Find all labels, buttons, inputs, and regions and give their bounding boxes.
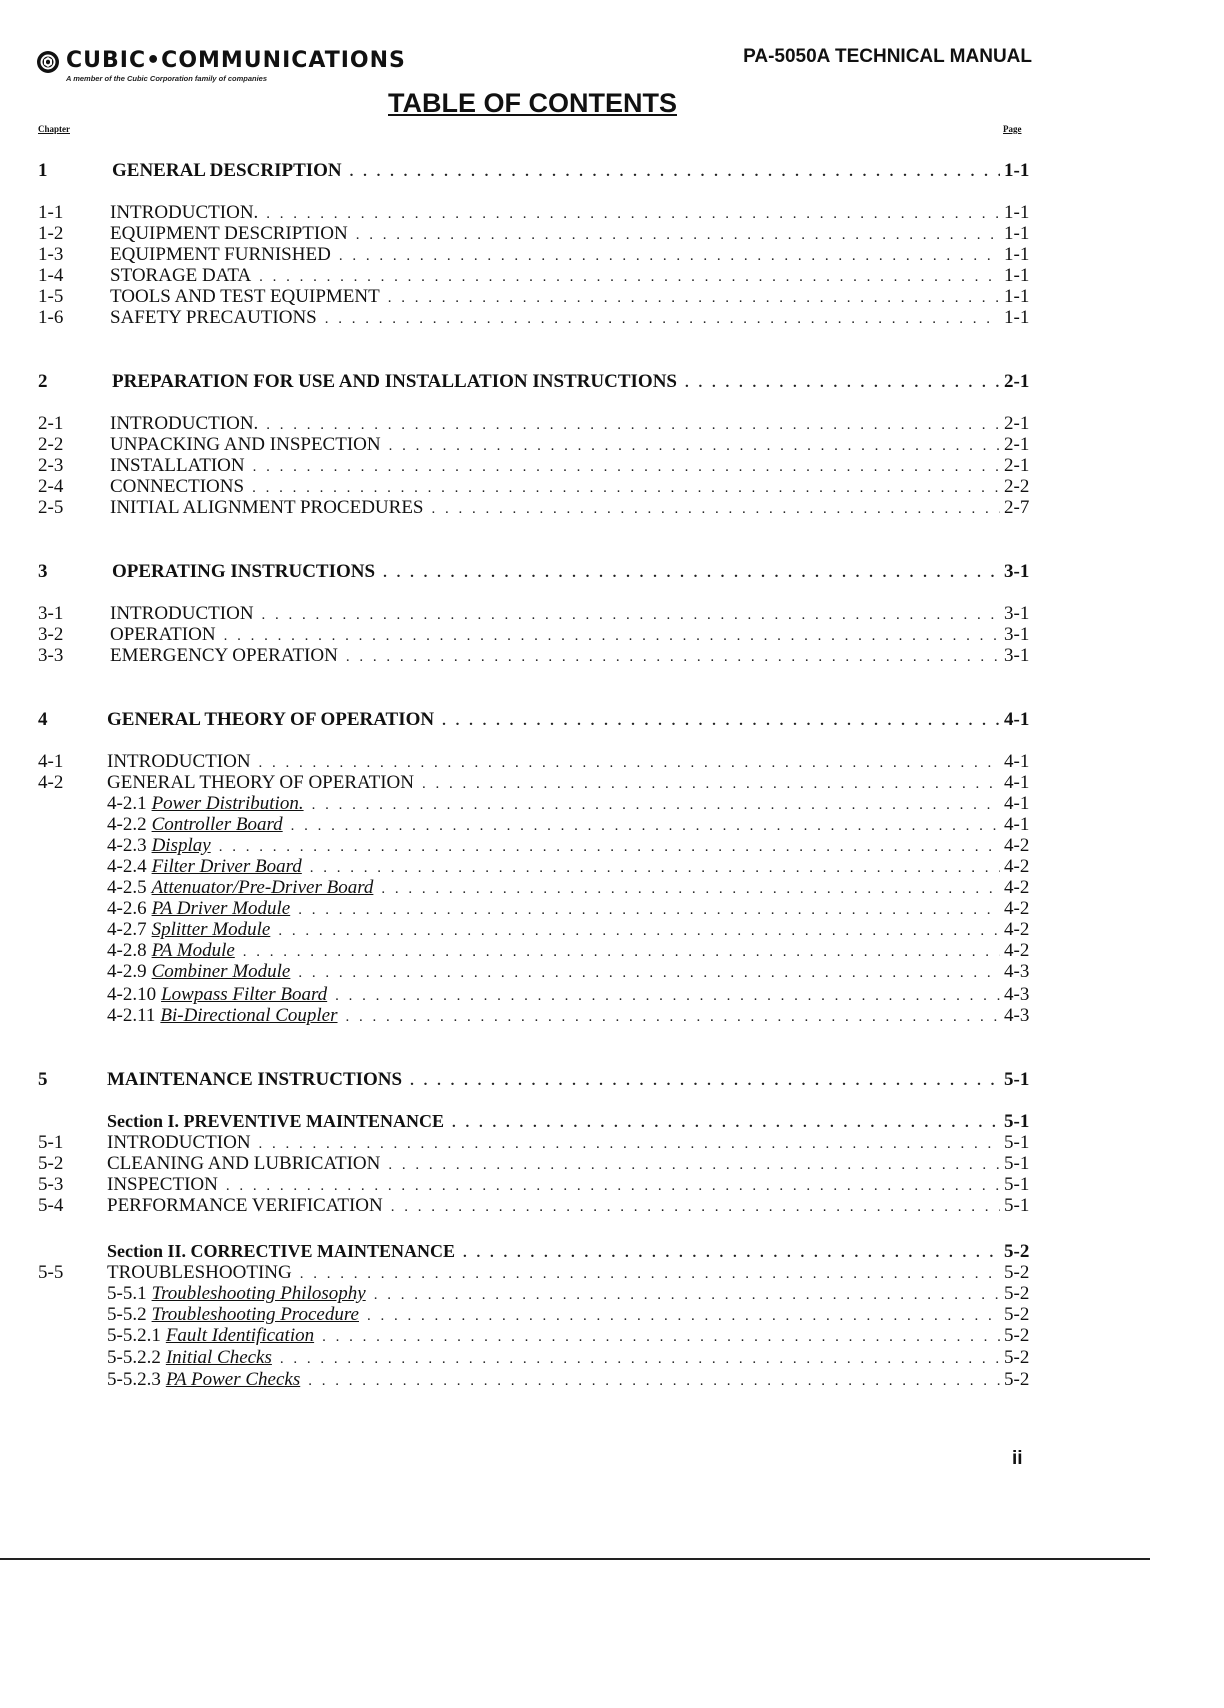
dot-leader: [252, 480, 1000, 497]
toc-entry-number: 5-2: [38, 1153, 64, 1174]
toc-entry-row[interactable]: [0, 1153, 1224, 1175]
toc-subsection-number: 5-5.2.2: [107, 1347, 161, 1368]
toc-entry: [107, 1325, 1004, 1347]
toc-entry-row[interactable]: [0, 961, 1224, 983]
toc-entry: [110, 413, 1004, 435]
toc-entry-page: 4-3: [1004, 1005, 1030, 1026]
toc-entry-number: 2-4: [38, 476, 64, 497]
toc-entry-page: 4-2: [1004, 940, 1030, 961]
toc-entry-page: 4-1: [1004, 709, 1030, 730]
chapter-column-header: Chapter: [38, 124, 70, 134]
dot-leader: [310, 860, 1000, 877]
toc-entry: [107, 856, 1004, 878]
toc-entry: [110, 244, 1004, 266]
toc-entry-number: 2-5: [38, 497, 64, 518]
toc-entry-title: PA Driver Module: [151, 898, 291, 919]
toc-subsection-number: 4-2.1: [107, 793, 147, 814]
toc-entry: [110, 455, 1004, 477]
toc-entry: [107, 793, 1004, 815]
toc-entry-page: 2-1: [1004, 455, 1030, 476]
toc-entry: [107, 1132, 1004, 1154]
toc-entry-page: 5-2: [1004, 1283, 1030, 1304]
toc-entry-title: Controller Board: [151, 814, 283, 835]
toc-entry-row[interactable]: [0, 1195, 1224, 1217]
toc-entry-row[interactable]: [0, 1325, 1224, 1347]
toc-entry-page: 4-2: [1004, 835, 1030, 856]
dot-leader: [391, 1199, 1000, 1216]
toc-entry-row[interactable]: [0, 1283, 1224, 1305]
toc-entry-title: OPERATION: [110, 624, 216, 645]
toc-entry-title: Lowpass Filter Board: [161, 984, 328, 1005]
toc-entry-title: Troubleshooting Philosophy: [151, 1283, 366, 1304]
toc-entry-page: 3-1: [1004, 645, 1030, 666]
dot-leader: [278, 923, 1000, 940]
dot-leader: [262, 607, 1000, 624]
toc-entry: [107, 1304, 1004, 1326]
dot-leader: [356, 227, 1000, 244]
toc-entry-title: GENERAL THEORY OF OPERATION: [107, 709, 435, 730]
toc-entry-title: INSTALLATION: [110, 455, 245, 476]
toc-entry-row[interactable]: [0, 307, 1224, 329]
toc-entry-title: EMERGENCY OPERATION: [110, 645, 338, 666]
dot-leader: [410, 1073, 1000, 1090]
toc-entry-title: INSPECTION: [107, 1174, 218, 1195]
toc-entry-title: Troubleshooting Procedure: [151, 1304, 359, 1325]
toc-entry: [107, 961, 1004, 983]
dot-leader: [322, 1329, 1000, 1346]
toc-entry-title: CLEANING AND LUBRICATION: [107, 1153, 381, 1174]
toc-entry-page: 1-1: [1004, 223, 1030, 244]
toc-entry-row[interactable]: [0, 497, 1224, 519]
toc-entry-title: EQUIPMENT DESCRIPTION: [110, 223, 348, 244]
dot-leader: [253, 459, 1000, 476]
toc-entry-number: 1: [38, 160, 48, 181]
toc-entry-title: Splitter Module: [151, 919, 271, 940]
toc-entry-page: 5-1: [1004, 1111, 1030, 1132]
toc-subsection-number: 4-2.6: [107, 898, 147, 919]
toc-entry-number: 3: [38, 561, 48, 582]
toc-entry-row[interactable]: [0, 898, 1224, 920]
toc-entry-row[interactable]: [0, 793, 1224, 815]
toc-entry-page: 5-2: [1004, 1304, 1030, 1325]
toc-entry-title: INTRODUCTION: [110, 603, 254, 624]
toc-entry: [107, 898, 1004, 920]
dot-leader: [346, 649, 1000, 666]
toc-entry: [112, 160, 1004, 182]
toc-entry-title: PREPARATION FOR USE AND INSTALLATION INSTRUCTIONS: [112, 371, 677, 392]
toc-subsection-number: 4-2.4: [107, 856, 147, 877]
toc-entry: [107, 984, 1004, 1006]
toc-subsection-number: 5-5.2.3: [107, 1369, 161, 1390]
dot-leader: [389, 438, 1000, 455]
toc-entry: [107, 1174, 1004, 1196]
toc-entry-number: 2-2: [38, 434, 64, 455]
toc-section-row[interactable]: [0, 1111, 1224, 1133]
toc-entry-row[interactable]: [0, 751, 1224, 773]
toc-entry-number: 5-1: [38, 1132, 64, 1153]
toc-entry-row[interactable]: [0, 624, 1224, 646]
toc-entry: [110, 307, 1004, 329]
toc-section-row[interactable]: [0, 1241, 1224, 1263]
toc-subsection-number: 4-2.10: [107, 984, 157, 1005]
toc-entry-row[interactable]: [0, 1174, 1224, 1196]
dot-leader: [463, 1245, 1000, 1262]
toc-entry: [110, 497, 1004, 519]
toc-entry-row[interactable]: [0, 244, 1224, 266]
toc-entry-page: 4-2: [1004, 898, 1030, 919]
toc-entry: [110, 434, 1004, 456]
toc-entry-title: TROUBLESHOOTING: [107, 1262, 292, 1283]
cubic-logo-icon: [36, 50, 60, 74]
toc-entry-number: 3-2: [38, 624, 64, 645]
toc-entry: [107, 1005, 1004, 1027]
toc-entry-number: 2: [38, 371, 48, 392]
toc-entry-row[interactable]: [0, 772, 1224, 794]
toc-entry: [107, 940, 1004, 962]
dot-leader: [452, 1115, 1000, 1132]
toc-entry-number: 1-6: [38, 307, 64, 328]
page-title: TABLE OF CONTENTS: [388, 88, 677, 118]
toc-entry-row[interactable]: [0, 1132, 1224, 1154]
toc-entry-title: INTRODUCTION: [107, 1132, 251, 1153]
toc-entry-title: GENERAL DESCRIPTION: [112, 160, 342, 181]
toc-entry: [110, 223, 1004, 245]
dot-leader: [224, 628, 1000, 645]
toc-entry-title: TOOLS AND TEST EQUIPMENT: [110, 286, 380, 307]
dot-leader: [383, 565, 1000, 582]
toc-entry: [107, 835, 1004, 857]
toc-entry: [112, 561, 1004, 583]
toc-entry-title: Initial Checks: [165, 1347, 272, 1368]
dot-leader: [339, 248, 1000, 265]
toc-entry-row[interactable]: [0, 814, 1224, 836]
toc-entry-page: 5-1: [1004, 1195, 1030, 1216]
toc-subsection-number: 4-2.3: [107, 835, 147, 856]
toc-subsection-number: 4-2.7: [107, 919, 147, 940]
toc-entry-number: 4: [38, 709, 48, 730]
toc-chapter-row[interactable]: [0, 371, 1224, 393]
toc-entry-page: 5-1: [1004, 1153, 1030, 1174]
toc-entry-row[interactable]: [0, 286, 1224, 308]
toc-entry: [110, 476, 1004, 498]
toc-entry-number: 2-3: [38, 455, 64, 476]
toc-entry-number: 2-1: [38, 413, 64, 434]
dot-leader: [266, 206, 1000, 223]
toc-entry-row[interactable]: [0, 645, 1224, 667]
page-number: ii: [1012, 1448, 1023, 1469]
dot-leader: [335, 988, 1000, 1005]
toc-entry-row[interactable]: [0, 223, 1224, 245]
bottom-rule: [0, 1558, 1150, 1560]
toc-chapter-row[interactable]: [0, 160, 1224, 182]
toc-entry-page: 4-1: [1004, 793, 1030, 814]
toc-chapter-row[interactable]: [0, 709, 1224, 731]
dot-leader: [374, 1287, 1000, 1304]
toc-entry: [107, 814, 1004, 836]
toc-entry: [107, 1283, 1004, 1305]
toc-entry-page: 1-1: [1004, 265, 1030, 286]
toc-entry: [107, 1069, 1004, 1091]
toc-entry-number: 5: [38, 1069, 48, 1090]
toc-entry-number: 3-3: [38, 645, 64, 666]
toc-entry-title: Filter Driver Board: [151, 856, 302, 877]
toc-entry-page: 1-1: [1004, 244, 1030, 265]
toc-subsection-number: 5-5.2.1: [107, 1325, 161, 1346]
toc-entry-number: 3-1: [38, 603, 64, 624]
dot-leader: [298, 902, 1000, 919]
toc-entry-title: Section I. PREVENTIVE MAINTENANCE: [107, 1111, 445, 1131]
toc-entry-number: 5-5: [38, 1262, 64, 1283]
toc-entry-page: 1-1: [1004, 160, 1030, 181]
toc-entry: [107, 1241, 1004, 1262]
company-tagline: A member of the Cubic Corporation family of companies: [66, 74, 267, 83]
dot-leader: [346, 1009, 1000, 1026]
toc-entry: [107, 1195, 1004, 1217]
toc-chapter-row[interactable]: [0, 1069, 1224, 1091]
dot-leader: [308, 1373, 1000, 1390]
toc-entry: [107, 1369, 1004, 1391]
toc-entry-row[interactable]: [0, 919, 1224, 941]
dot-leader: [367, 1308, 1000, 1325]
toc-entry-row[interactable]: [0, 413, 1224, 435]
toc-entry-row[interactable]: [0, 984, 1224, 1006]
toc-subsection-number: 5-5.1: [107, 1283, 147, 1304]
toc-entry: [110, 286, 1004, 308]
toc-entry-title: Power Distribution.: [151, 793, 304, 814]
toc-entry-page: 4-2: [1004, 856, 1030, 877]
toc-entry-row[interactable]: [0, 1262, 1224, 1284]
toc-entry-title: Bi-Directional Coupler: [160, 1005, 338, 1026]
toc-entry-page: 2-2: [1004, 476, 1030, 497]
toc-entry-title: STORAGE DATA: [110, 265, 252, 286]
toc-entry-row[interactable]: [0, 434, 1224, 456]
dot-leader: [388, 1157, 1000, 1174]
toc-entry-number: 1-4: [38, 265, 64, 286]
toc-subsection-number: 4-2.2: [107, 814, 147, 835]
toc-entry-title: EQUIPMENT FURNISHED: [110, 244, 331, 265]
toc-entry-title: PA Module: [151, 940, 235, 961]
toc-subsection-number: 4-2.11: [107, 1005, 156, 1026]
dot-leader: [442, 713, 1000, 730]
dot-leader: [350, 164, 1000, 181]
toc-entry-page: 1-1: [1004, 307, 1030, 328]
toc-entry-page: 5-2: [1004, 1369, 1030, 1390]
toc-subsection-number: 5-5.2: [107, 1304, 147, 1325]
toc-entry-row[interactable]: [0, 877, 1224, 899]
toc-entry-row[interactable]: [0, 202, 1224, 224]
toc-entry-page: 4-1: [1004, 814, 1030, 835]
toc-entry-row[interactable]: [0, 265, 1224, 287]
toc-entry-number: 1-5: [38, 286, 64, 307]
toc-entry-title: UNPACKING AND INSPECTION: [110, 434, 381, 455]
toc-entry-title: INTRODUCTION.: [110, 413, 259, 434]
toc-entry-page: 4-1: [1004, 751, 1030, 772]
toc-subsection-number: 4-2.5: [107, 877, 147, 898]
toc-entry-page: 4-3: [1004, 984, 1030, 1005]
toc-entry-row[interactable]: [0, 856, 1224, 878]
toc-entry-page: 4-1: [1004, 772, 1030, 793]
toc-entry: [107, 1347, 1004, 1369]
toc-subsection-number: 4-2.9: [107, 961, 147, 982]
toc-entry-page: 4-2: [1004, 877, 1030, 898]
toc-entry: [107, 772, 1004, 794]
toc-entry: [112, 371, 1004, 393]
toc-entry-row[interactable]: [0, 476, 1224, 498]
dot-leader: [685, 375, 1000, 392]
toc-entry-title: INTRODUCTION.: [110, 202, 259, 223]
dot-leader: [219, 839, 1000, 856]
toc-entry-title: CONNECTIONS: [110, 476, 245, 497]
toc-entry-title: Combiner Module: [151, 961, 291, 982]
toc-entry: [107, 877, 1004, 899]
toc-entry: [107, 751, 1004, 773]
toc-entry-page: 2-7: [1004, 497, 1030, 518]
toc-entry-title: GENERAL THEORY OF OPERATION: [107, 772, 414, 793]
toc-entry-row[interactable]: [0, 603, 1224, 625]
toc-entry-page: 5-2: [1004, 1241, 1030, 1262]
toc-entry-page: 1-1: [1004, 286, 1030, 307]
toc-entry: [107, 1153, 1004, 1175]
toc-entry-title: Fault Identification: [165, 1325, 315, 1346]
dot-leader: [312, 797, 1000, 814]
toc-entry-page: 5-1: [1004, 1132, 1030, 1153]
dot-leader: [280, 1351, 1000, 1368]
toc-entry-row[interactable]: [0, 1005, 1224, 1027]
toc-entry-number: 5-3: [38, 1174, 64, 1195]
toc-entry: [107, 709, 1004, 731]
toc-entry-page: 5-1: [1004, 1174, 1030, 1195]
dot-leader: [266, 417, 1000, 434]
toc-chapter-row[interactable]: [0, 561, 1224, 583]
toc-entry-title: PERFORMANCE VERIFICATION: [107, 1195, 383, 1216]
dot-leader: [298, 965, 1000, 982]
toc-entry: [110, 265, 1004, 287]
toc-entry-title: Attenuator/Pre-Driver Board: [151, 877, 374, 898]
page-column-header: Page: [1003, 124, 1022, 134]
dot-leader: [259, 755, 1000, 772]
toc-subsection-number: 4-2.8: [107, 940, 147, 961]
dot-leader: [388, 290, 1000, 307]
toc-entry-row[interactable]: [0, 455, 1224, 477]
toc-entry-page: 5-2: [1004, 1347, 1030, 1368]
toc-entry-row[interactable]: [0, 940, 1224, 962]
company-logo: [36, 48, 496, 84]
dot-leader: [291, 818, 1000, 835]
dot-leader: [422, 776, 1000, 793]
manual-title: PA-5050A TECHNICAL MANUAL: [743, 46, 1032, 67]
dot-leader: [300, 1266, 1000, 1283]
toc-entry-row[interactable]: [0, 835, 1224, 857]
dot-leader: [381, 881, 1000, 898]
toc-entry-page: 2-1: [1004, 434, 1030, 455]
dot-leader: [325, 311, 1000, 328]
toc-entry-title: INITIAL ALIGNMENT PROCEDURES: [110, 497, 424, 518]
dot-leader: [226, 1178, 1000, 1195]
toc-entry-page: 5-1: [1004, 1069, 1030, 1090]
toc-entry-title: Section II. CORRECTIVE MAINTENANCE: [107, 1241, 456, 1261]
toc-entry-title: MAINTENANCE INSTRUCTIONS: [107, 1069, 403, 1090]
toc-entry-page: 3-1: [1004, 603, 1030, 624]
toc-entry-number: 5-4: [38, 1195, 64, 1216]
toc-entry-row[interactable]: [0, 1304, 1224, 1326]
toc-entry-page: 5-2: [1004, 1262, 1030, 1283]
toc-entry: [110, 624, 1004, 646]
toc-entry-title: INTRODUCTION: [107, 751, 251, 772]
toc-entry-page: 5-2: [1004, 1325, 1030, 1346]
toc-entry-page: 3-1: [1004, 624, 1030, 645]
dot-leader: [243, 944, 1000, 961]
toc-entry-title: SAFETY PRECAUTIONS: [110, 307, 317, 328]
toc-entry-page: 1-1: [1004, 202, 1030, 223]
dot-leader: [259, 1136, 1000, 1153]
toc-entry-number: 1-3: [38, 244, 64, 265]
toc-entry-title: OPERATING INSTRUCTIONS: [112, 561, 376, 582]
dot-leader: [259, 269, 1000, 286]
toc-entry-title: Display: [151, 835, 211, 856]
toc-entry: [110, 202, 1004, 224]
dot-leader: [432, 501, 1001, 518]
toc-entry-title: PA Power Checks: [165, 1369, 301, 1390]
toc-entry-number: 1-2: [38, 223, 64, 244]
toc-entry-page: 2-1: [1004, 413, 1030, 434]
toc-entry: [107, 919, 1004, 941]
toc-entry-number: 4-2: [38, 772, 64, 793]
toc-entry-row[interactable]: [0, 1369, 1224, 1391]
toc-entry-row[interactable]: [0, 1347, 1224, 1369]
toc-entry-page: 3-1: [1004, 561, 1030, 582]
toc-entry-number: 4-1: [38, 751, 64, 772]
toc-entry: [110, 603, 1004, 625]
toc-entry-number: 1-1: [38, 202, 64, 223]
toc-entry-page: 2-1: [1004, 371, 1030, 392]
toc-entry: [110, 645, 1004, 667]
toc-entry: [107, 1262, 1004, 1284]
toc-entry-page: 4-3: [1004, 961, 1030, 982]
toc-entry-page: 4-2: [1004, 919, 1030, 940]
toc-entry: [107, 1111, 1004, 1132]
company-name: CUBIC•COMMUNICATIONS: [66, 48, 406, 73]
